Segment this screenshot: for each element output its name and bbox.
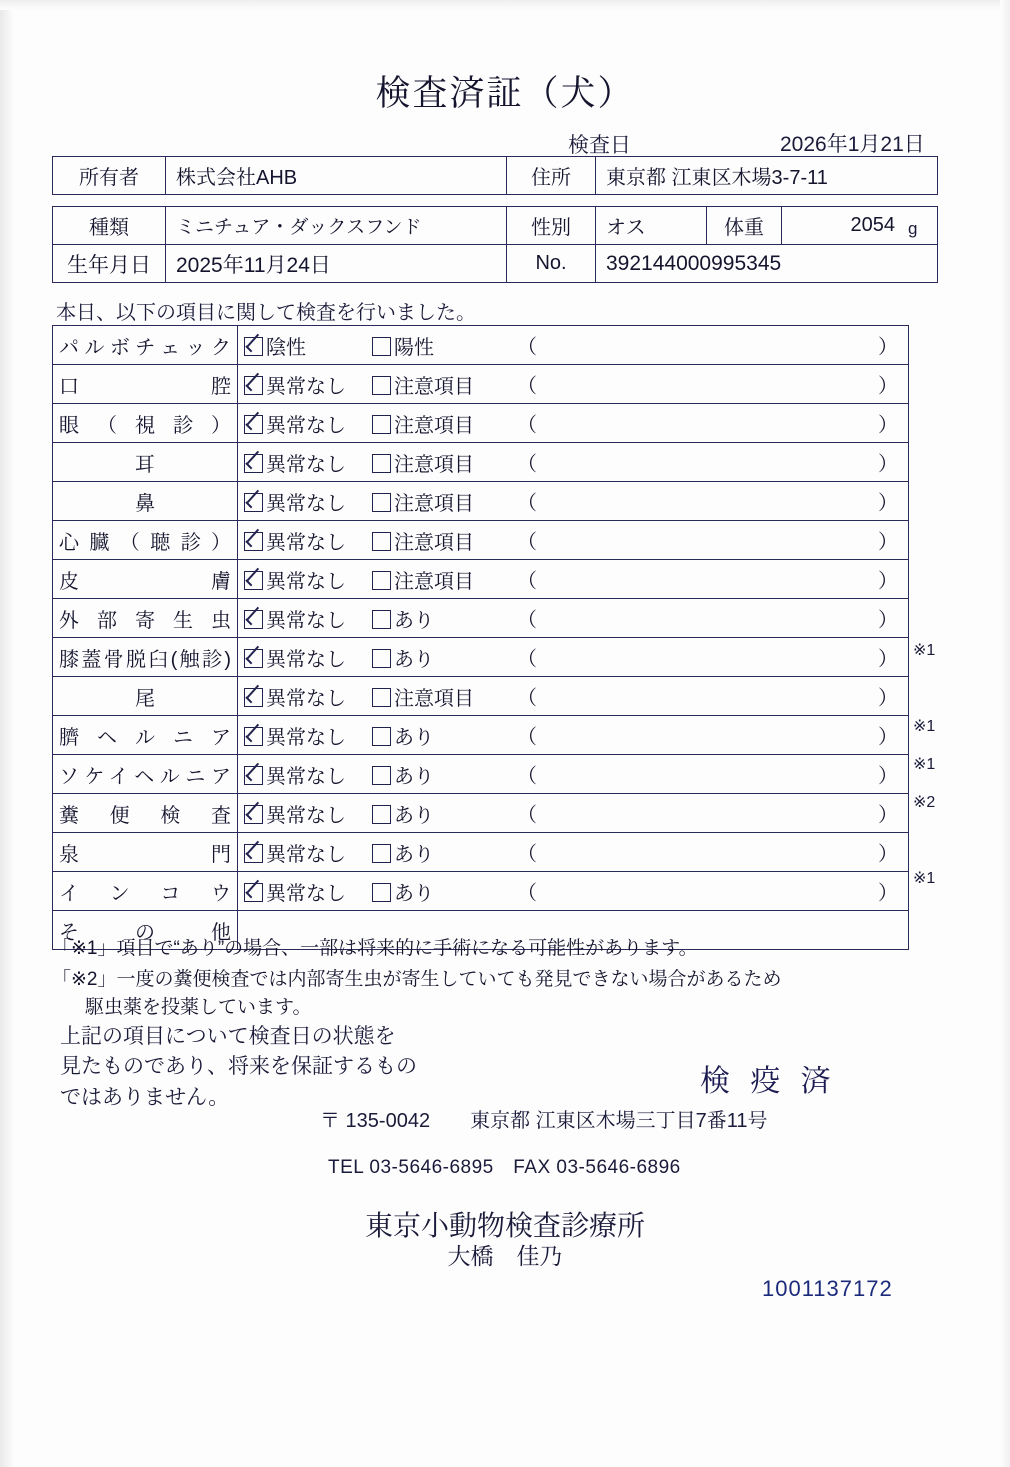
exam-item-label: ソケイヘルニア xyxy=(53,755,238,794)
exam-item-row xyxy=(53,521,909,560)
checked-checkbox-icon[interactable] xyxy=(244,376,263,395)
exam-item-option-2-label: 注意項目 xyxy=(394,414,474,437)
exam-item-option-2-label: 注意項目 xyxy=(394,453,474,476)
checkbox-icon[interactable] xyxy=(372,532,391,551)
scan-edge-top xyxy=(0,0,1010,10)
table-row xyxy=(53,207,938,245)
exam-item-option-2-label: あり xyxy=(394,648,434,671)
paren-open: （ xyxy=(517,765,537,788)
exam-item-option-2-label: 注意項目 xyxy=(394,375,474,398)
exam-item-option-1[interactable] xyxy=(238,443,373,482)
exam-item-option-2[interactable] xyxy=(372,638,507,677)
exam-item-option-1-label: 異常なし xyxy=(266,726,346,749)
paren-open: （ xyxy=(517,570,537,593)
owner-label: 所有者 xyxy=(53,157,166,195)
exam-item-option-1[interactable] xyxy=(238,716,373,755)
exam-item-option-2[interactable] xyxy=(372,404,507,443)
checked-checkbox-icon[interactable] xyxy=(244,649,263,668)
exam-item-row xyxy=(53,716,909,755)
checked-checkbox-icon[interactable] xyxy=(244,571,263,590)
quarantine-stamp: 検 疫 済 xyxy=(700,1065,837,1098)
footnote-1: 「※1」項目で“あり”の場合、一部は将来的に手術になる可能性があります。 xyxy=(52,938,698,959)
exam-item-option-1[interactable] xyxy=(238,521,373,560)
exam-item-remark[interactable] xyxy=(507,872,909,911)
intro-text: 本日、以下の項目に関して検査を行いました。 xyxy=(56,302,476,324)
exam-item-option-2[interactable] xyxy=(372,872,507,911)
exam-item-option-2-label: あり xyxy=(394,609,434,632)
checkbox-icon[interactable] xyxy=(372,493,391,512)
exam-item-option-2[interactable] xyxy=(372,365,507,404)
birth-label: 生年月日 xyxy=(53,245,166,283)
exam-date-value: 2026年1月21日 xyxy=(780,133,925,156)
checked-checkbox-icon[interactable] xyxy=(244,766,263,785)
exam-item-option-2[interactable] xyxy=(372,326,507,365)
paren-open: （ xyxy=(517,414,537,437)
statement-line-1: 上記の項目について検査日の状態を xyxy=(60,1025,396,1048)
statement-line-2: 見たものであり、将来を保証するもの xyxy=(60,1055,417,1079)
checkbox-icon[interactable] xyxy=(372,805,391,824)
checkbox-icon[interactable] xyxy=(372,415,391,434)
exam-item-remark[interactable] xyxy=(507,638,909,677)
checked-checkbox-icon[interactable] xyxy=(244,493,263,512)
exam-item-option-1-label: 異常なし xyxy=(266,765,346,788)
exam-item-option-1-label: 異常なし xyxy=(266,843,346,866)
exam-item-option-1[interactable] xyxy=(238,404,373,443)
exam-item-option-1[interactable] xyxy=(238,482,373,521)
exam-item-option-1[interactable] xyxy=(238,794,373,833)
paren-close: ） xyxy=(878,882,898,905)
exam-item-option-1-label: 異常なし xyxy=(266,414,346,437)
paren-close: ） xyxy=(878,531,898,554)
exam-item-remark[interactable] xyxy=(507,716,909,755)
exam-item-remark[interactable] xyxy=(507,755,909,794)
paren-close: ） xyxy=(878,492,898,515)
exam-item-row xyxy=(53,638,909,677)
checkbox-icon[interactable] xyxy=(372,649,391,668)
clinic-name: 東京小動物検査診療所 xyxy=(364,1210,645,1241)
doctor-name: 大橋 佳乃 xyxy=(447,1243,563,1269)
exam-item-footnote-mark: ※1 xyxy=(913,756,936,773)
exam-item-row xyxy=(53,794,909,833)
statement-line-3: ではありません。 xyxy=(60,1085,230,1109)
exam-item-label: 皮 膚 xyxy=(53,560,238,599)
exam-item-option-1[interactable] xyxy=(238,599,373,638)
breed-label: 種類 xyxy=(53,207,166,245)
exam-item-row xyxy=(53,677,909,716)
paren-close: ） xyxy=(878,570,898,593)
microchip-no-label: No. xyxy=(507,245,596,283)
exam-item-option-2-label: 注意項目 xyxy=(394,531,474,554)
exam-item-label: インコウ xyxy=(53,872,238,911)
serial-number: 1001137172 xyxy=(762,1276,893,1301)
checkbox-icon[interactable] xyxy=(372,571,391,590)
paren-close: ） xyxy=(878,453,898,476)
breed-table xyxy=(52,206,938,283)
weight-value: 2054 xyxy=(782,207,938,245)
exam-item-option-2[interactable] xyxy=(372,833,507,872)
paren-close: ） xyxy=(878,336,898,359)
sex-value: オス xyxy=(596,207,707,245)
weight-label: 体重 xyxy=(707,207,782,245)
paren-open: （ xyxy=(517,726,537,749)
checkbox-icon[interactable] xyxy=(372,337,391,356)
paren-open: （ xyxy=(517,687,537,710)
checkbox-icon[interactable] xyxy=(372,688,391,707)
exam-item-option-2-label: 陽性 xyxy=(394,336,434,359)
exam-item-label: 眼（視診） xyxy=(53,404,238,443)
exam-item-option-1[interactable] xyxy=(238,638,373,677)
exam-item-label: 糞便検査 xyxy=(53,794,238,833)
exam-item-option-1[interactable] xyxy=(238,365,373,404)
paren-open: （ xyxy=(517,843,537,866)
exam-item-label: 鼻 xyxy=(53,482,238,521)
exam-item-option-1-label: 異常なし xyxy=(266,570,346,593)
exam-item-remark[interactable] xyxy=(507,326,909,365)
exam-item-option-2-label: 注意項目 xyxy=(394,687,474,710)
exam-item-row xyxy=(53,872,909,911)
clinic-address: 〒 135-0042 東京都 江東区木場三丁目7番11号 xyxy=(320,1110,768,1132)
exam-item-label: 尾 xyxy=(53,677,238,716)
exam-item-option-1-label: 異常なし xyxy=(266,531,346,554)
exam-item-option-1[interactable] xyxy=(238,872,373,911)
checkbox-icon[interactable] xyxy=(372,454,391,473)
exam-item-label: 臍ヘルニア xyxy=(53,716,238,755)
exam-item-remark[interactable] xyxy=(507,560,909,599)
exam-item-label: パルボチェック xyxy=(53,326,238,365)
exam-item-option-2-label: 注意項目 xyxy=(394,570,474,593)
exam-item-row xyxy=(53,365,909,404)
footnote-2-line1: 「※2」一度の糞便検査では内部寄生虫が寄生していても発見できない場合があるため xyxy=(52,969,782,990)
checked-checkbox-icon[interactable] xyxy=(244,337,263,356)
exam-item-option-2[interactable] xyxy=(372,521,507,560)
checkbox-icon[interactable] xyxy=(372,376,391,395)
exam-item-remark[interactable] xyxy=(507,794,909,833)
checked-checkbox-icon[interactable] xyxy=(244,688,263,707)
exam-item-option-2-label: あり xyxy=(394,765,434,788)
exam-item-footnote-mark: ※2 xyxy=(913,794,936,811)
checkbox-icon[interactable] xyxy=(372,883,391,902)
exam-item-option-2[interactable] xyxy=(372,716,507,755)
exam-item-label: 口 腔 xyxy=(53,365,238,404)
checked-checkbox-icon[interactable] xyxy=(244,454,263,473)
checked-checkbox-icon[interactable] xyxy=(244,415,263,434)
exam-item-option-2-label: 注意項目 xyxy=(394,492,474,515)
exam-item-label: 外部寄生虫 xyxy=(53,599,238,638)
exam-item-option-1-label: 異常なし xyxy=(266,492,346,515)
exam-item-row xyxy=(53,599,909,638)
exam-item-remark[interactable] xyxy=(507,365,909,404)
exam-item-option-1[interactable] xyxy=(238,560,373,599)
exam-item-option-1[interactable] xyxy=(238,755,373,794)
exam-item-option-1-label: 異常なし xyxy=(266,375,346,398)
exam-item-option-2[interactable] xyxy=(372,794,507,833)
footnote-2-line2: 駆虫薬を投薬しています。 xyxy=(85,997,312,1018)
exam-item-row xyxy=(53,326,909,365)
exam-date-label: 検査日 xyxy=(568,134,631,157)
checked-checkbox-icon[interactable] xyxy=(244,727,263,746)
exam-item-option-1[interactable] xyxy=(238,326,373,365)
exam-item-row xyxy=(53,443,909,482)
exam-item-row xyxy=(53,833,909,872)
paren-open: （ xyxy=(517,609,537,632)
exam-item-option-2[interactable] xyxy=(372,599,507,638)
paren-close: ） xyxy=(878,609,898,632)
paren-close: ） xyxy=(878,843,898,866)
owner-value: 株式会社AHB xyxy=(166,157,507,195)
checkbox-icon[interactable] xyxy=(372,844,391,863)
exam-item-remark[interactable] xyxy=(507,677,909,716)
address-value: 東京都 江東区木場3-7-11 xyxy=(596,157,938,195)
checked-checkbox-icon[interactable] xyxy=(244,532,263,551)
checkbox-icon[interactable] xyxy=(372,727,391,746)
birth-value: 2025年11月24日 xyxy=(166,245,507,283)
checked-checkbox-icon[interactable] xyxy=(244,883,263,902)
exam-item-row xyxy=(53,755,909,794)
exam-item-footnote-mark: ※1 xyxy=(913,642,936,659)
exam-item-option-1[interactable] xyxy=(238,677,373,716)
exam-items-table xyxy=(52,325,909,950)
exam-item-option-2[interactable] xyxy=(372,443,507,482)
exam-item-option-1-label: 異常なし xyxy=(266,804,346,827)
exam-item-row xyxy=(53,560,909,599)
exam-item-label: 膝蓋骨脱臼(触診) xyxy=(53,638,238,677)
paren-close: ） xyxy=(878,804,898,827)
exam-item-option-2-label: あり xyxy=(394,882,434,905)
paren-open: （ xyxy=(517,375,537,398)
paren-close: ） xyxy=(878,375,898,398)
exam-item-remark[interactable] xyxy=(507,599,909,638)
exam-item-label: 耳 xyxy=(53,443,238,482)
exam-item-option-2[interactable] xyxy=(372,482,507,521)
exam-item-remark[interactable] xyxy=(507,404,909,443)
exam-item-label: その他 xyxy=(53,911,238,950)
checkbox-icon[interactable] xyxy=(372,610,391,629)
paren-open: （ xyxy=(517,804,537,827)
sex-label: 性別 xyxy=(507,207,596,245)
table-row xyxy=(53,245,938,283)
address-label: 住所 xyxy=(507,157,596,195)
clinic-tel-fax: TEL 03-5646-6895 FAX 03-5646-6896 xyxy=(328,1157,681,1178)
paren-close: ） xyxy=(878,687,898,710)
paren-close: ） xyxy=(878,648,898,671)
exam-item-row xyxy=(53,482,909,521)
exam-item-option-1-label: 陰性 xyxy=(266,336,306,359)
exam-item-option-1-label: 異常なし xyxy=(266,453,346,476)
exam-item-option-1-label: 異常なし xyxy=(266,609,346,632)
owner-table xyxy=(52,156,938,195)
checkbox-icon[interactable] xyxy=(372,766,391,785)
table-row xyxy=(53,157,938,195)
paren-open: （ xyxy=(517,453,537,476)
paren-close: ） xyxy=(878,726,898,749)
exam-item-option-2-label: あり xyxy=(394,726,434,749)
exam-item-row xyxy=(53,404,909,443)
checked-checkbox-icon[interactable] xyxy=(244,610,263,629)
exam-item-footnote-mark: ※1 xyxy=(913,870,936,887)
microchip-no-value: 392144000995345 xyxy=(596,245,938,283)
exam-item-option-2-label: あり xyxy=(394,804,434,827)
weight-unit: g xyxy=(908,219,918,238)
exam-item-option-2-label: あり xyxy=(394,843,434,866)
exam-item-option-1-label: 異常なし xyxy=(266,687,346,710)
exam-item-remark[interactable] xyxy=(507,833,909,872)
exam-item-remark[interactable] xyxy=(507,443,909,482)
exam-item-option-1[interactable] xyxy=(238,833,373,872)
exam-item-option-1-label: 異常なし xyxy=(266,648,346,671)
paren-open: （ xyxy=(517,336,537,359)
exam-item-option-2[interactable] xyxy=(372,677,507,716)
breed-value: ミニチュア・ダックスフンド xyxy=(166,207,507,245)
exam-item-option-1-label: 異常なし xyxy=(266,882,346,905)
exam-item-remark[interactable] xyxy=(507,482,909,521)
exam-item-label: 泉 門 xyxy=(53,833,238,872)
page-title: 検査済証（犬） xyxy=(375,74,635,113)
statement-block xyxy=(60,1022,417,1113)
paren-open: （ xyxy=(517,882,537,905)
paren-open: （ xyxy=(517,492,537,515)
exam-item-option-2[interactable] xyxy=(372,560,507,599)
paren-open: （ xyxy=(517,648,537,671)
paren-open: （ xyxy=(517,531,537,554)
exam-item-remark[interactable] xyxy=(507,521,909,560)
exam-item-label: 心臓（聴診） xyxy=(53,521,238,560)
checked-checkbox-icon[interactable] xyxy=(244,805,263,824)
paren-close: ） xyxy=(878,765,898,788)
paren-close: ） xyxy=(878,414,898,437)
checked-checkbox-icon[interactable] xyxy=(244,844,263,863)
exam-item-footnote-mark: ※1 xyxy=(913,718,936,735)
exam-item-option-2[interactable] xyxy=(372,755,507,794)
